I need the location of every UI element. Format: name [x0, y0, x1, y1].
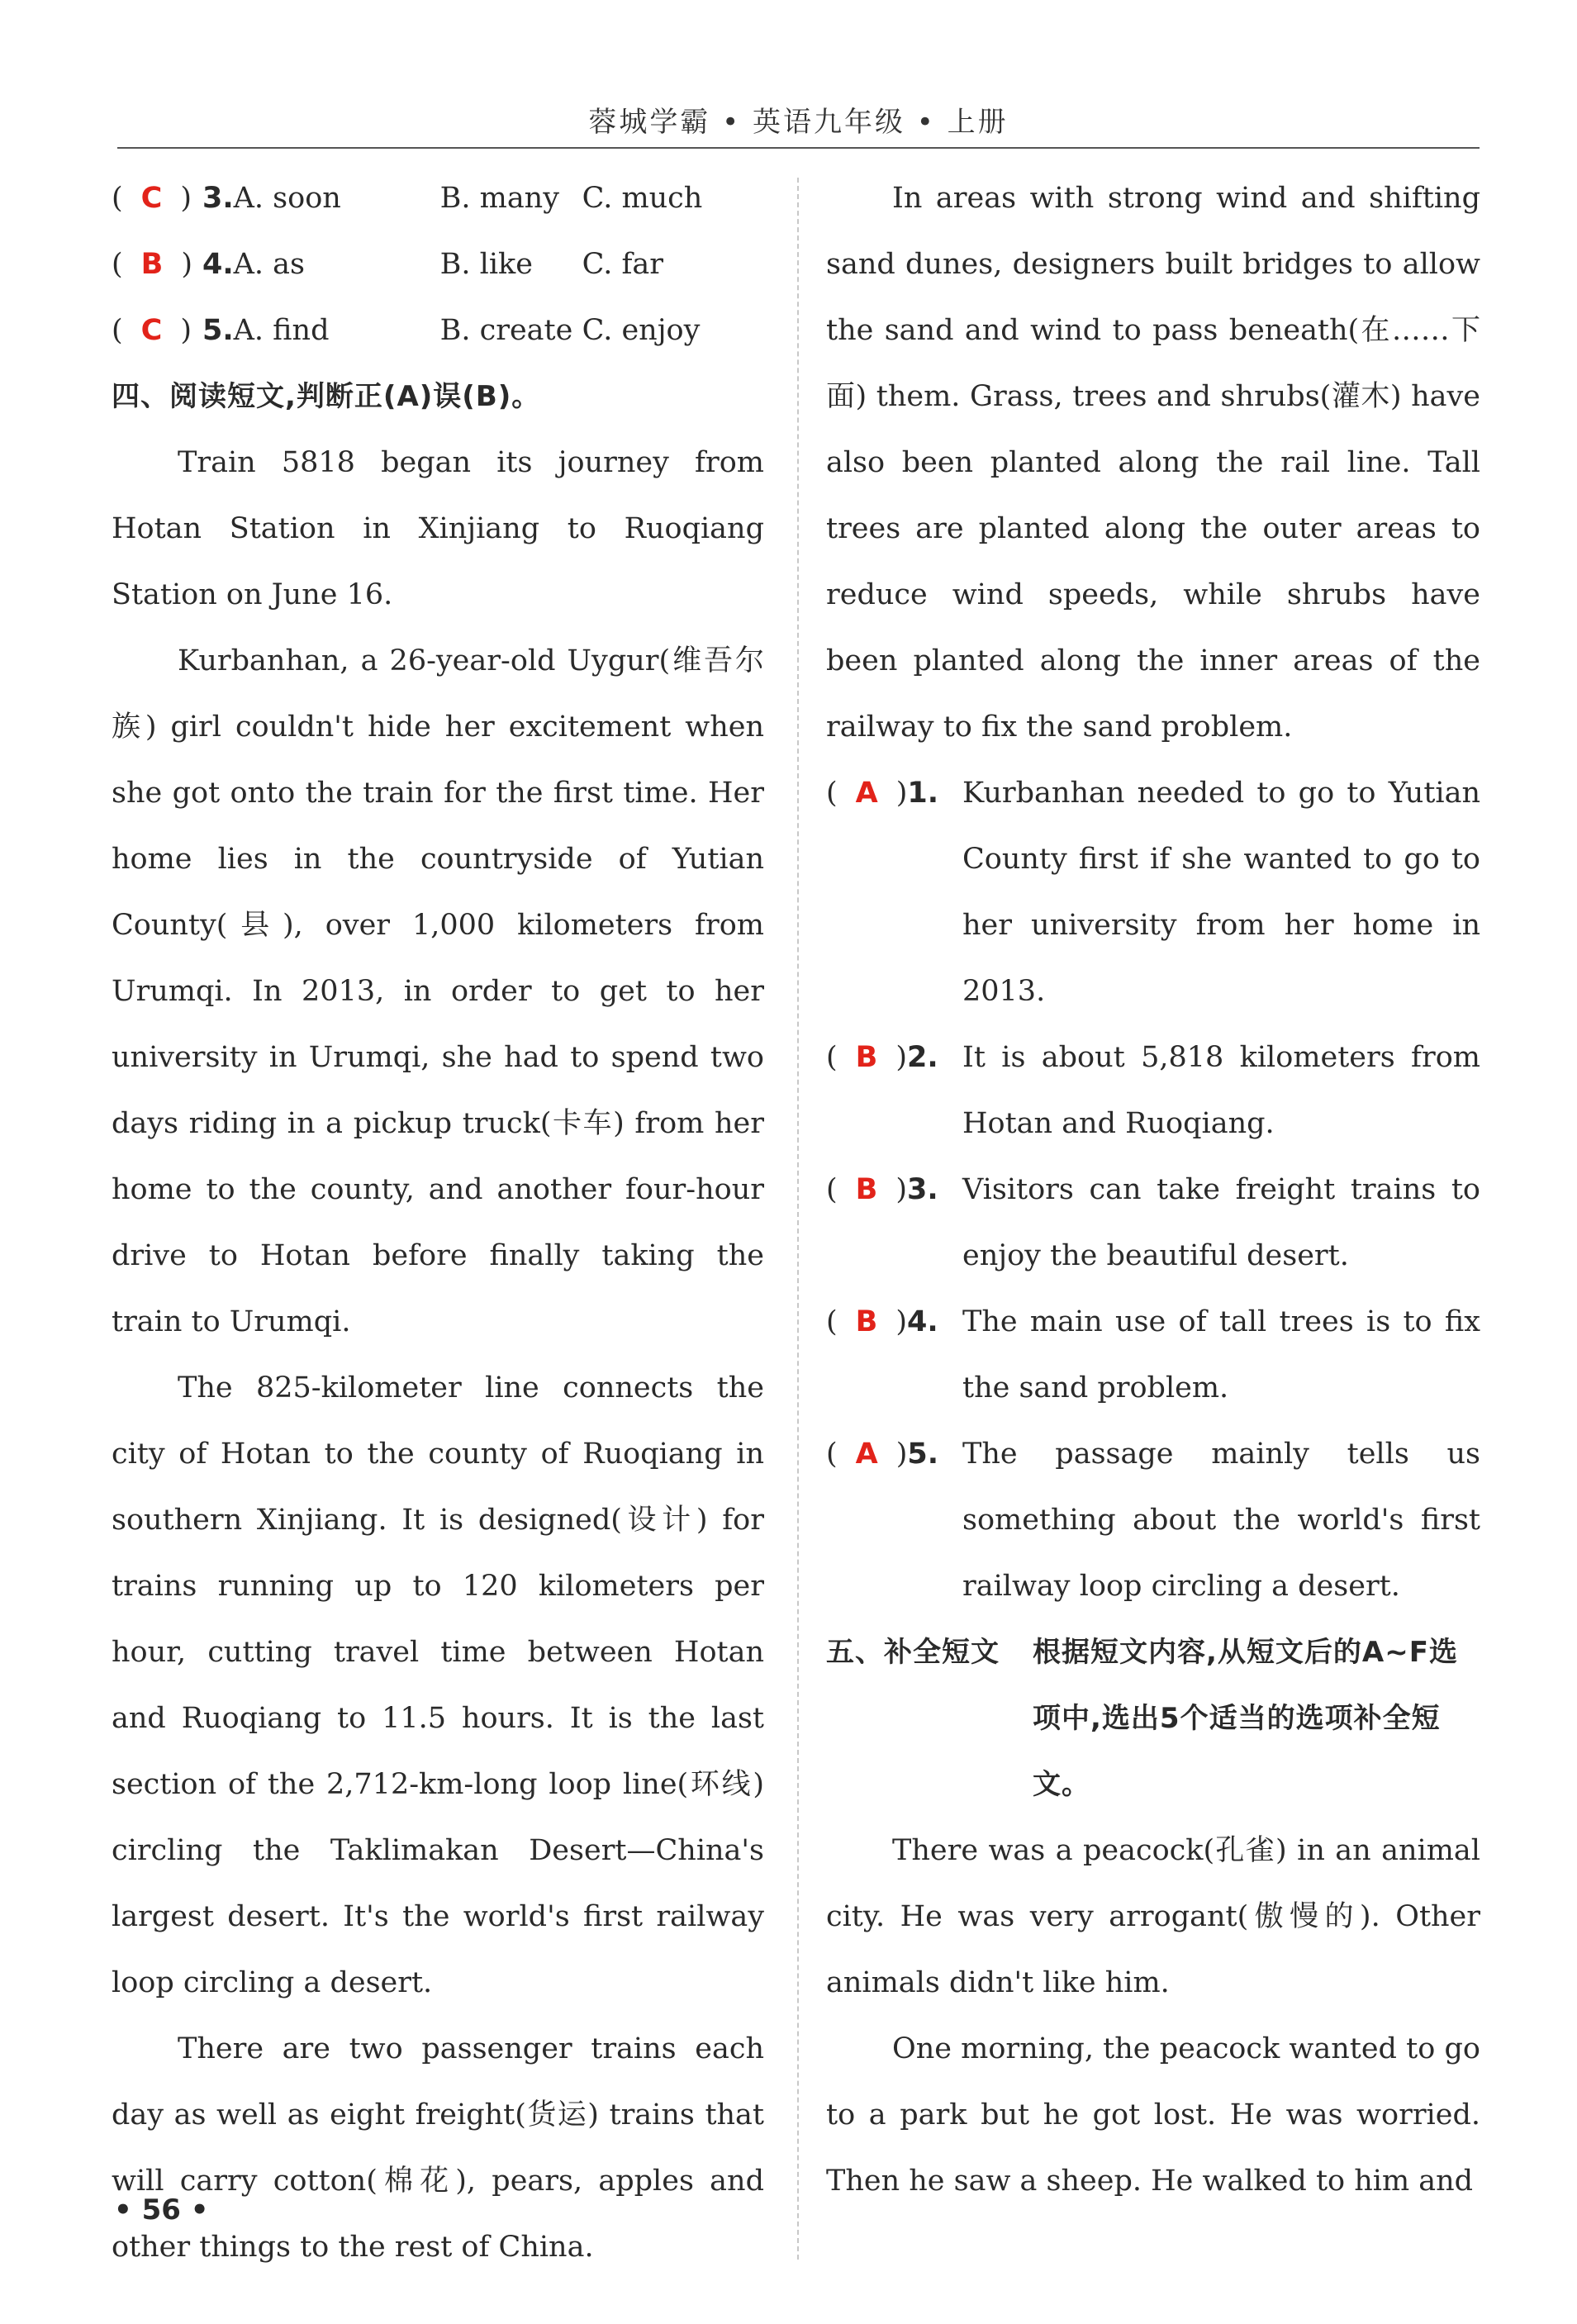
header-title: 蓉城学霸 • 英语九年级 • 上册 [588, 106, 1009, 139]
question-number: 4. [202, 248, 234, 281]
choice-row [112, 231, 764, 297]
choice-row [112, 165, 764, 231]
judgement-question [826, 1024, 1480, 1157]
passage-paragraph: In areas with strong wind and shifting sand dunes, designers built bridges to allow the sand and wind to pass beneath(在……下面) them. Grass, trees and shrubs(灌木) have also been planted along the rail line. Tall trees are planted along the outer areas to reduce wind speeds, while shrubs have been planted along the inner areas of the railway to fix the sand problem. [826, 182, 1480, 744]
left-column [112, 165, 764, 2280]
option-b: B. many [439, 182, 559, 215]
answer-bracket: ( B )4. [826, 1305, 938, 1338]
question-text: Kurbanhan needed to go to Yutian County first if she wanted to go to her university from her home in 2013. [962, 777, 1480, 1008]
question-text: The passage mainly tells us something about the world's first railway loop circling a desert. [962, 1438, 1480, 1603]
judgement-question [826, 1157, 1480, 1289]
answer-bracket: ( B )3. [826, 1173, 938, 1206]
answer-bracket: ( A )1. [826, 777, 939, 810]
column-divider [797, 178, 799, 2260]
judgement-question [826, 760, 1480, 1024]
passage-paragraph: The 825-kilometer line connects the city of Hotan to the county of Ruoqiang in southern Xinjiang. It is designed(设计) for trains running up to 120 kilometers per hour, cutting travel time between Hotan and Ruoqiang to 11.5 hours. It is the last section of the 2,712-km-long loop line(环线) circling the Taklimakan Desert—China's largest desert. It's the world's first railway loop circling a desert. [112, 1371, 764, 1999]
passage-paragraph: There are two passenger trains each day as well as eight freight(货运) trains that will carry cotton(棉花), pears, apples and other things to the rest of China. [112, 2032, 764, 2264]
question-text: It is about 5,818 kilometers from Hotan and Ruoqiang. [962, 1041, 1480, 1140]
passage-paragraph: Train 5818 began its journey from Hotan Station in Xinjiang to Ruoqiang Station on June 16. [112, 446, 764, 611]
judgement-question [826, 1289, 1480, 1421]
right-column [826, 165, 1480, 2214]
page-header [117, 89, 1480, 149]
section-5-instruction: 根据短文内容,从短文后的A~F选项中,选出5个适当的选项补全短文。 [1033, 1636, 1458, 1801]
choice-row [112, 297, 764, 364]
answer-bracket: ( B )2. [826, 1041, 938, 1074]
passage-paragraph: There was a peacock(孔雀) in an animal city. He was very arrogant(傲慢的). Other animals didn't like him. [826, 1834, 1480, 1999]
option-c: C. much [582, 182, 703, 215]
question-number: 5. [202, 314, 234, 347]
page-number: • 56 • [114, 2193, 209, 2227]
judgement-question [826, 1421, 1480, 1619]
question-text: Visitors can take freight trains to enjoy the beautiful desert. [962, 1173, 1480, 1272]
option-b: B. create [439, 314, 573, 347]
passage-paragraph: Kurbanhan, a 26-year-old Uygur(维吾尔族) girl couldn't hide her excitement when she got onto the train for the first time. Her home lies in the countryside of Yutian County(县), over 1,000 kilometers from Urumqi. In 2013, in order to get to her university in Urumqi, she had to spend two days riding in a pickup truck(卡车) from her home to the county, and another four-hour drive to Hotan before finally taking the train to Urumqi. [112, 644, 764, 1338]
answer-bracket: ( C ) [112, 182, 192, 215]
answer-bracket: ( C ) [112, 314, 192, 347]
option-c: C. far [582, 248, 663, 281]
option-a: A. find [233, 314, 330, 347]
section-4-title: 四、阅读短文,判断正(A)误(B)。 [112, 380, 541, 413]
option-b: B. like [439, 248, 533, 281]
option-a: A. as [233, 248, 306, 281]
passage-paragraph: One morning, the peacock wanted to go to a park but he got lost. He was worried. Then he saw a sheep. He walked to him and [826, 2032, 1480, 2198]
question-number: 3. [202, 182, 234, 215]
section-5-label: 五、补全短文 [826, 1636, 1000, 1669]
question-text: The main use of tall trees is to fix the sand problem. [962, 1305, 1480, 1404]
answer-bracket: ( A )5. [826, 1438, 939, 1471]
option-a: A. soon [233, 182, 341, 215]
option-c: C. enjoy [582, 314, 701, 347]
section-5-title [826, 1619, 1480, 1818]
answer-bracket: ( B ) [112, 248, 192, 281]
section-5 [826, 1619, 1480, 2214]
